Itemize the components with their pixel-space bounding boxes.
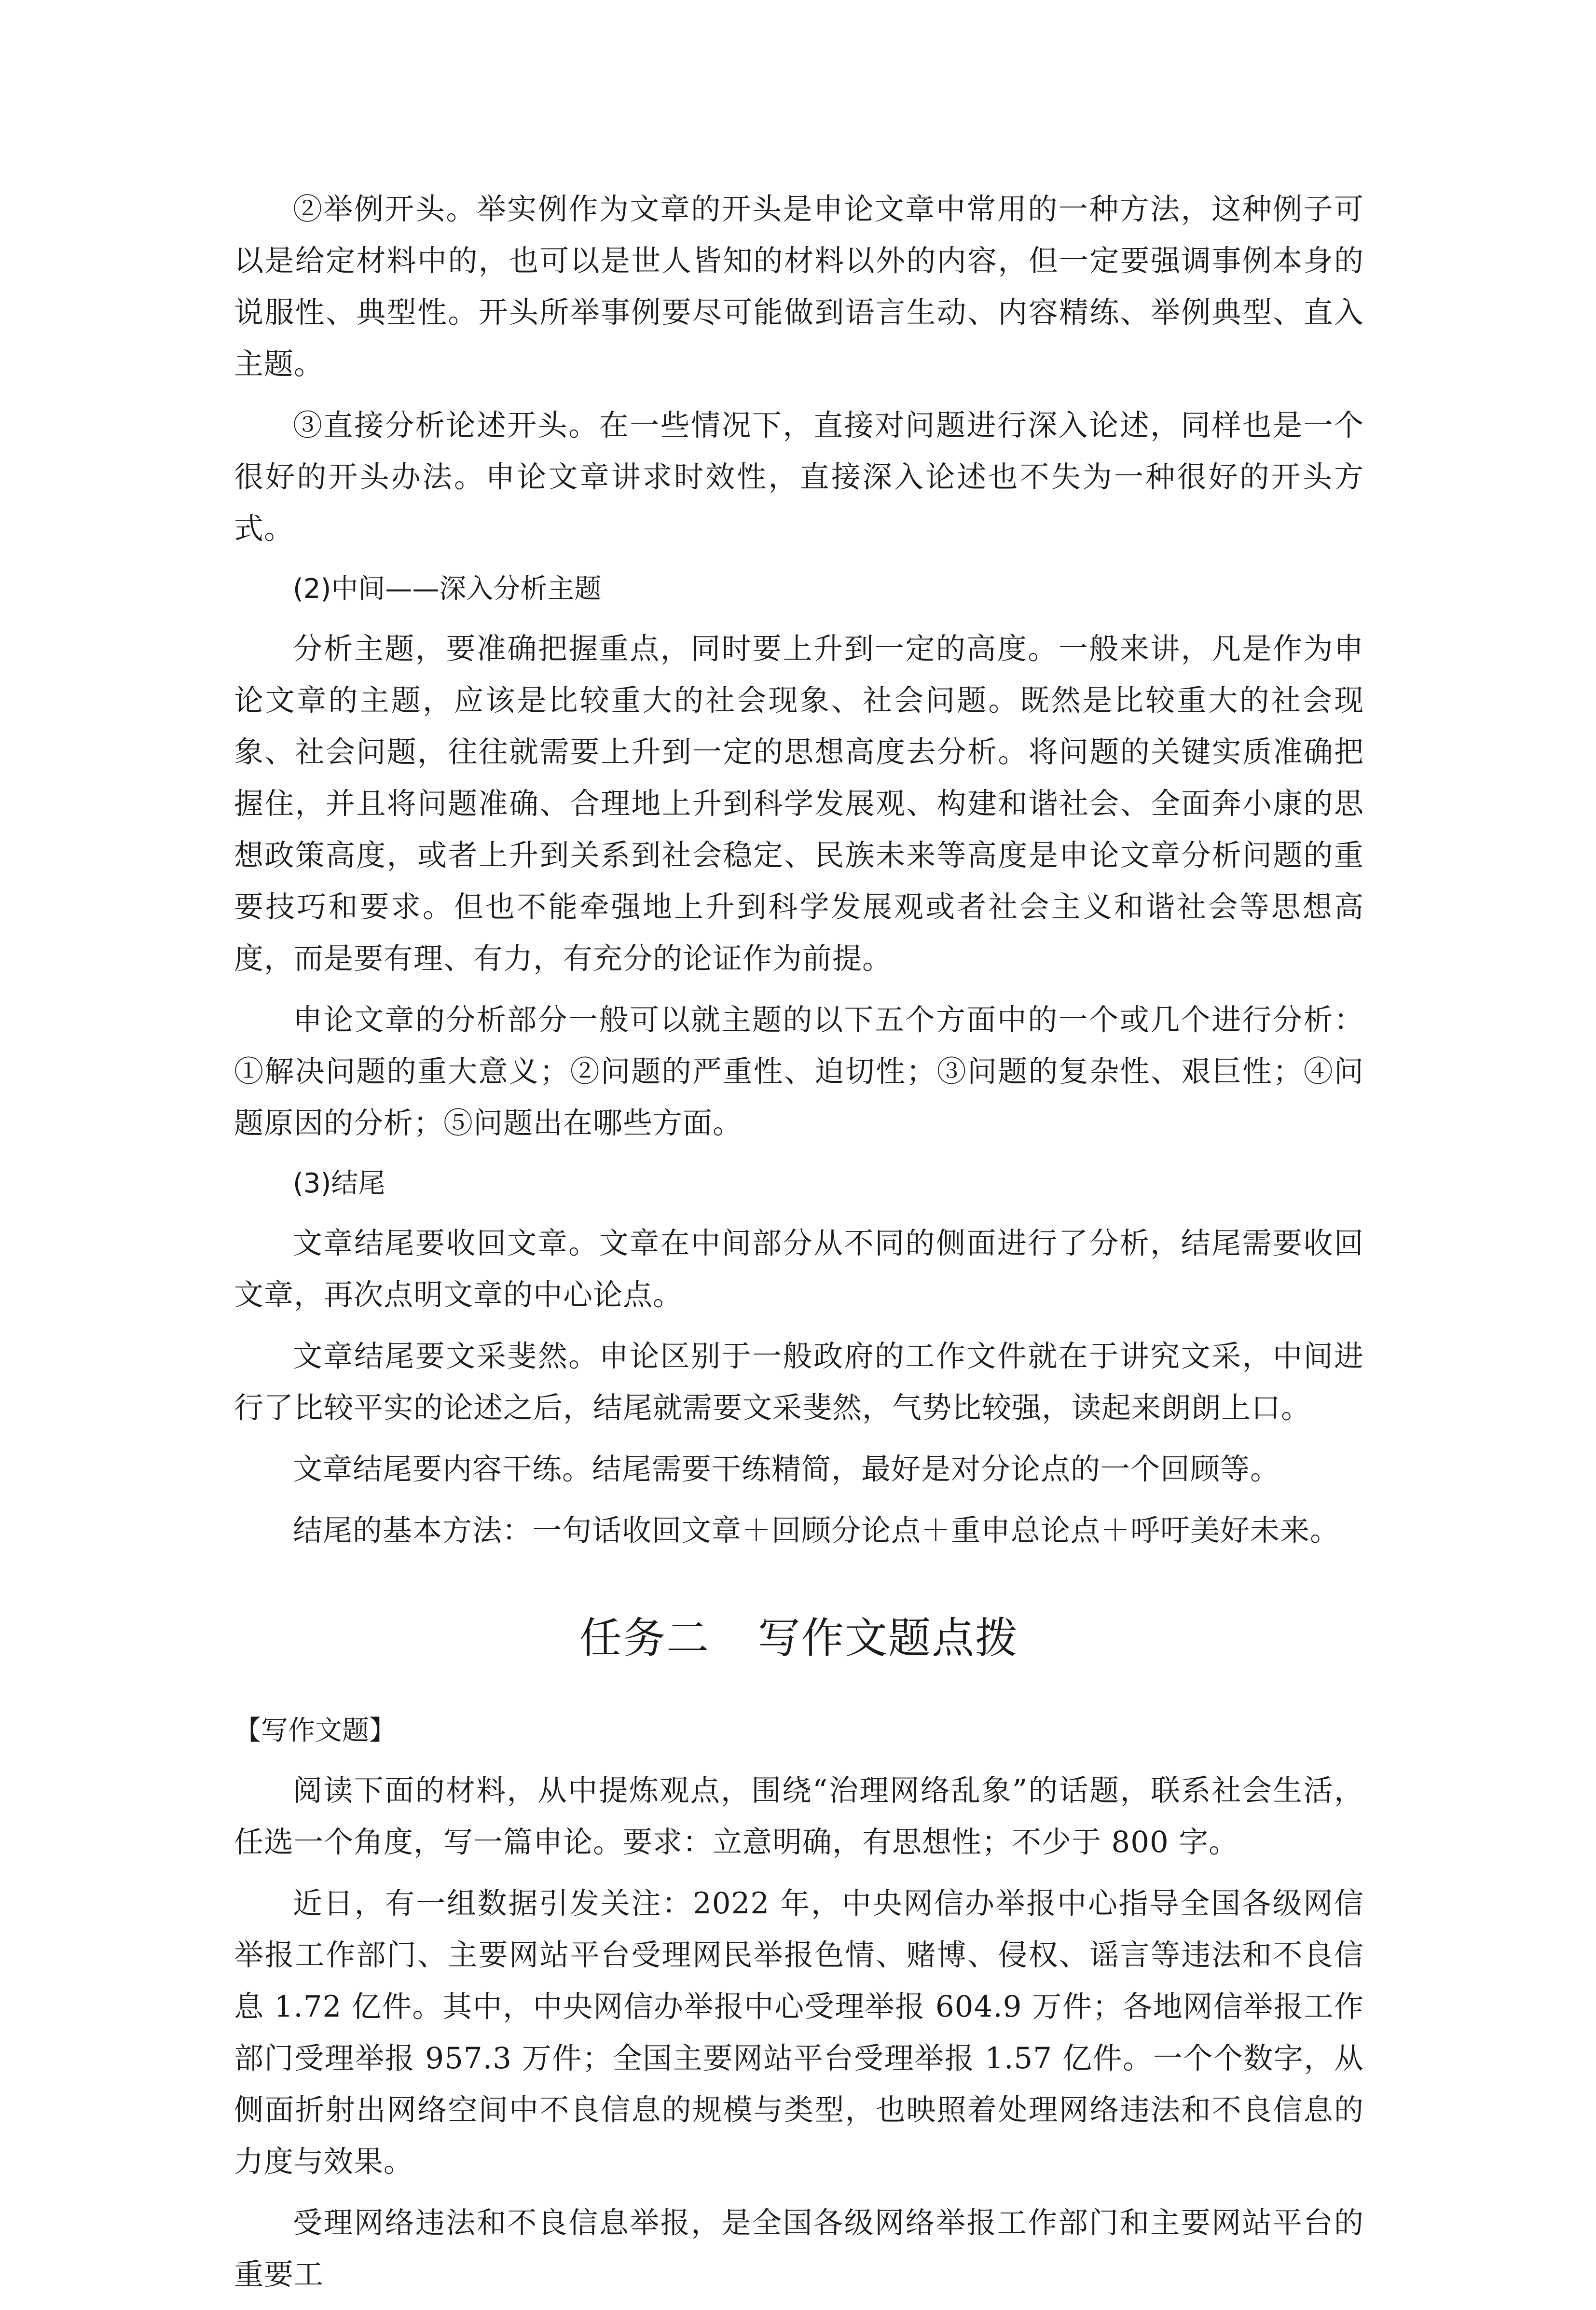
paragraph-ending-2: 文章结尾要文采斐然。申论区别于一般政府的工作文件就在于讲究文采，中间进行了比较平实的论述之后，结尾就需要文采斐然，气势比较强，读起来朗朗上口。: [234, 1339, 1364, 1425]
paragraph-five-aspects: 申论文章的分析部分一般可以就主题的以下五个方面中的一个或几个进行分析：①解决问题的重大意义；②问题的严重性、迫切性；③问题的复杂性、艰巨性；④问题原因的分析；⑤问题出在哪些方面。: [234, 1003, 1364, 1140]
heading-ending: (3)结尾: [293, 1168, 385, 1199]
paragraph-direct-analysis-opening: ③直接分析论述开头。在一些情况下，直接对问题进行深入论述，同样也是一个很好的开头办法。申论文章讲求时效性，直接深入论述也不失为一种很好的开头方式。: [234, 408, 1364, 546]
paragraph-task-data: 近日，有一组数据引发关注：2022 年，中央网信办举报中心指导全国各级网信举报工作部门、主要网站平台受理网民举报色情、赌博、侵权、谣言等违法和不良信息 1.72 亿件。其中，中央网信办举报中心受理举报 604.9 万件；各地网信举报工作部门受理举报 957.3 万件；全国主要网站平台受理举报 1.57 亿件。一个个数字，从侧面折射出网络空间中不良信息的规模与类型，也映照着处理网络违法和不良信息的力度与效果。: [234, 1886, 1364, 2179]
paragraph-task-continued: 受理网络违法和不良信息举报，是全国各级网络举报工作部门和主要网站平台的重要工: [234, 2206, 1364, 2292]
section-title-part-b: 写作文题点拨: [758, 1613, 1019, 1663]
heading-middle: (2)中间——深入分析主题: [293, 573, 602, 605]
paragraph-task-instruction: 阅读下面的材料，从中提炼观点，围绕“治理网络乱象”的话题，联系社会生活，任选一个角度，写一篇申论。要求：立意明确，有思想性；不少于 800 字。: [234, 1773, 1364, 1859]
writing-topic-label: 【写作文题】: [234, 1715, 396, 1746]
paragraph-example-opening: ②举例开头。举实例作为文章的开头是申论文章中常用的一种方法，这种例子可以是给定材料中的，也可以是世人皆知的材料以外的内容，但一定要强调事例本身的说服性、典型性。开头所举事例要尽可能做到语言生动、内容精练、举例典型、直入主题。: [234, 192, 1364, 381]
section-title-part-a: 任务二: [579, 1613, 710, 1663]
section-title: [234, 1605, 1364, 1672]
paragraph-analyze-theme: 分析主题，要准确把握重点，同时要上升到一定的高度。一般来讲，凡是作为申论文章的主题，应该是比较重大的社会现象、社会问题。既然是比较重大的社会现象、社会问题，往往就需要上升到一定的思想高度去分析。将问题的关键实质准确把握住，并且将问题准确、合理地上升到科学发展观、构建和谐社会、全面奔小康的思想政策高度，或者上升到关系到社会稳定、民族未来等高度是申论文章分析问题的重要技巧和要求。但也不能牵强地上升到科学发展观或者社会主义和谐社会等思想高度，而是要有理、有力，有充分的论证作为前提。: [234, 632, 1364, 976]
paragraph-ending-3: 文章结尾要内容干练。结尾需要干练精简，最好是对分论点的一个回顾等。: [293, 1452, 1280, 1486]
page-content: [234, 183, 1364, 2310]
paragraph-ending-4: 结尾的基本方法：一句话收回文章＋回顾分论点＋重申总论点＋呼吁美好未来。: [293, 1513, 1340, 1548]
paragraph-ending-1: 文章结尾要收回文章。文章在中间部分从不同的侧面进行了分析，结尾需要收回文章，再次点明文章的中心论点。: [234, 1226, 1364, 1312]
